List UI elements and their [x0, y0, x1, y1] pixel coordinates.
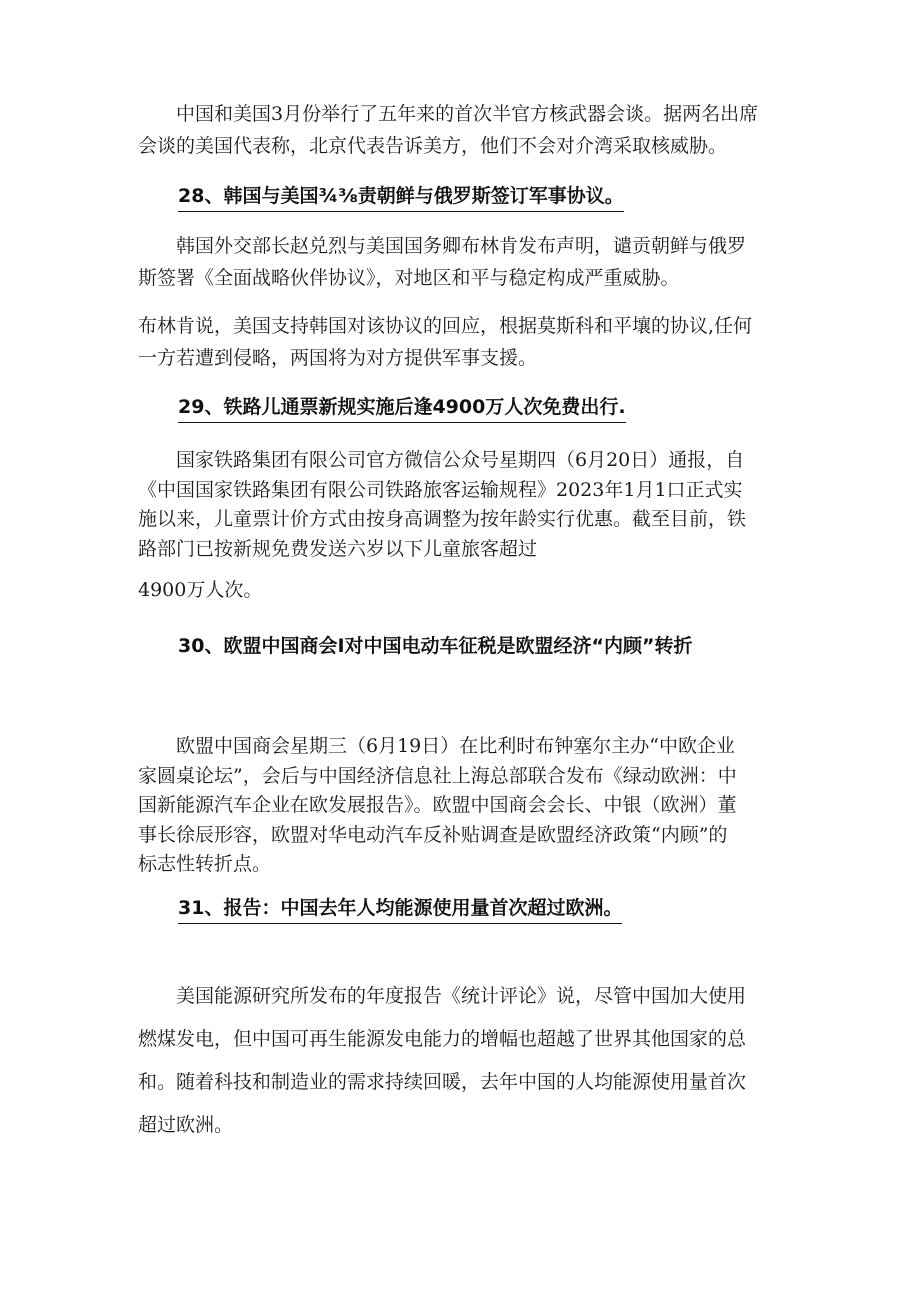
- paragraph-railway: [138, 446, 788, 564]
- heading-28: 28、韩国与美国¾⅜责朝鲜与俄罗斯签订军事协议。: [178, 182, 624, 212]
- text-line: 4900万人次。: [138, 579, 263, 601]
- heading-29: 29、铁路儿通票新规实施后逢4900万人次免费出行.: [178, 393, 626, 423]
- text-line: 施以来，儿童票计价方式由按身高调整为按年龄实行优惠。截至目前，铁: [138, 508, 747, 530]
- text-line: 韩国外交部长赵兑烈与美国国务卿布林肯发布声明，谴贡朝鲜与俄罗: [138, 235, 747, 257]
- text-line: 美国能源研究所发布的年度报告《统计评论》说，尽管中国加大使用: [138, 985, 747, 1007]
- paragraph-eu-chamber: [138, 732, 788, 880]
- text-line: 事长徐辰形容，欧盟对华电动汽车反补贴调查是欧盟经济政策“内顾”的: [138, 823, 728, 846]
- text-line: 斯签署《全面战略伙伴协议》，对地区和平与稳定构成严重威胁。: [138, 267, 680, 289]
- text-line: 布林肯说，美国支持韩国对该协议的回应，根据莫斯科和平壤的协议,任何: [138, 315, 753, 337]
- text-line: 燃煤发电，但中国可再生能源发电能力的增幅也超越了世界其他国家的总: [138, 1028, 747, 1050]
- paragraph-railway-count: [138, 574, 788, 606]
- paragraph-korea-statement: [138, 230, 788, 294]
- text-line: 路部门已按新规免费发送六岁以下儿童旅客超过: [138, 537, 538, 560]
- paragraph-blinken: [138, 310, 788, 374]
- text-line: 家圆桌论坛”，会后与中国经济信息社上海总部联合发布《绿动欧洲：中: [138, 764, 737, 787]
- text-line: 超过欧洲。: [138, 1114, 234, 1136]
- heading-31: 31、报告：中国去年人均能源使用量首次超过欧洲。: [178, 894, 622, 924]
- text-line: 《中国国家铁路集团有限公司铁路旅客运输规程》2023年1月1口正式实: [138, 478, 743, 501]
- text-line: 中国和美国3月份举行了五年来的首次半官方核武器会谈。据两名出席: [138, 103, 759, 125]
- heading-30: 30、欧盟中国商会I对中国电动车征税是欧盟经济“内顾”转折: [178, 635, 693, 657]
- text-line: 会谈的美国代表称，北京代表告诉美方，他们不会对介湾采取核威胁。: [138, 135, 728, 157]
- text-line: 国新能源汽车企业在欧发展报告》。欧盟中国商会会长、中银（欧洲）董: [138, 794, 737, 816]
- text-line: 欧盟中国商会星期三（6月19日）在比利时布钟塞尔主办“中欧企业: [138, 735, 735, 757]
- text-line: 标志性转折点。: [138, 853, 272, 875]
- text-line: 和。随着科技和制造业的需求持续回暖，去年中国的人均能源使用量首次: [138, 1071, 747, 1093]
- paragraph-energy-report: [138, 975, 788, 1147]
- text-line: 国家铁路集团有限公司官方微信公众号星期四（6月20日）通报，自: [138, 449, 745, 471]
- text-line: 一方若遭到侵略，两国将为对方提供军事支援。: [138, 347, 538, 369]
- paragraph-nuclear-talks: [138, 98, 788, 162]
